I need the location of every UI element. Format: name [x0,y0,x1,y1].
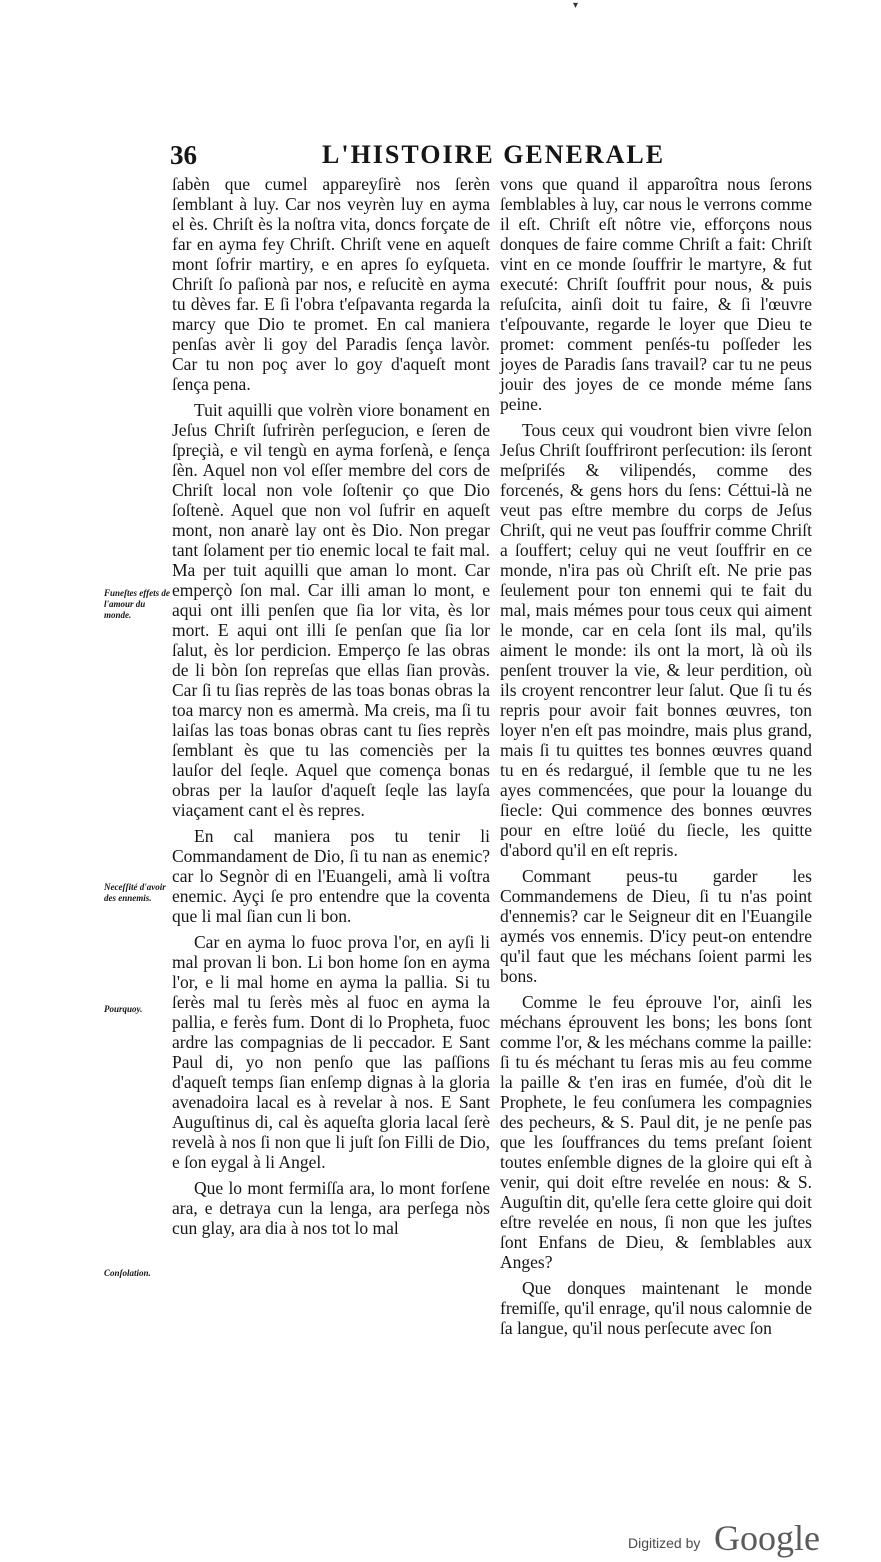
french-paragraph-5: Que donques maintenant le monde fremiſſe, qu'il enrage, qu'il nous calomnie de ſa langue, qu'il nous perſecute avec ſon [500,1278,812,1338]
margin-note-consolation: Conſolation. [104,1268,151,1278]
margin-note-pourquoy: Pourquoy. [104,1004,143,1014]
margin-note-necessite: Neceſſité d'avoir des ennemis. [104,882,166,903]
french-paragraph-2: Tous ceux qui voudront bien vivre ſelon Jeſus Chriſt ſouffriront perſecution: ils ſeront meſpriſés & vilipendés, comme des forcenés, & gens hors du ſens: Céttui-là ne veut pas eſtre membre du corps de Jeſus Chriſt, qui ne veut pas ſouffrir comme Chriſt a ſouffert; celuy qui ne veut ſouffrir en ce monde, n'ira pas où Chriſt eſt. Ne prie pas ſeulement pour ton ennemi qui te fait du mal, mais mémes pour tous ceux qui aiment le monde, car en cela ſont ils mal, qu'ils aiment le monde: ils ont la mort, là où ils penſent trouver la vie, & leur perdition, où ils croyent rencontrer leur ſalut. Que ſi tu és repris pour avoir fait bonnes œuvres, ton loyer n'en eſt pas moindre, mais plus grand, mais ſi tu quittes tes bonnes œuvres quand tu en és redargué, il ſemble que tu ne les ayes commencées, que pour la louange du ſiecle: Qui commence des bonnes œuvres pour en eſtre loüé du ſiecle, les quitte d'abord qu'il en eſt repris. [500,420,812,860]
occitan-paragraph-1: ſabèn que cumel appareyſirè nos ſerèn ſemblant à luy. Car nos veyrèn luy en ayma el ès. Chriſt ès la noſtra vita, doncs forçate de far en ayma fey Chriſt. Chriſt vene en aqueſt mont ſofrir martiry, e en apres ſo eyſqueta. Chriſt ſo paſionà par nos, e reſucitè en ayma tu dèves far. E ſi l'obra t'eſpavanta regarda la marcy que Dio te promet. En cal maniera penſas avèr li goy del Paradis ſença lavòr. Car tu non poç aver lo goy d'aqueſt mont ſença pena. [172,174,490,394]
top-mark: ▾ [573,0,579,11]
occitan-paragraph-2: Tuit aquilli que volrèn viore bonament en Jeſus Chriſt ſufrirèn perſegucion, e ſeren de ſpreçià, e vil tengù en ayma forſenà, e ſença ſèn. Aquel non vol eſſer membre del cors de Chriſt local non vole ſoſtenir ço que Dio ſoſtenè. Aquel que non vol ſufrir en aqueſt mont, non anarè lay ont ès Dio. Non pregar tant ſolament per tio enemic local te fait mal. Ma per tuit aquilli que aman lo mont. Car emperçò ſon mal. Car illi aman lo mont, e aqui ont illi penſen que ſia lor vita, ès lor mort. E aqui ont illi ſe penſan que ſia lor ſalut, ès lor perdicion. Emperço ſe las obras de li bòn ſon repreſas que ellas ſian provàs. Car ſi tu ſias reprès de las toas bonas obras la toa marcy non es amermà. Ma creis, ma ſi tu laiſas las toas bonas obras cant tu ſies reprès ſemblant ès que tu las comenciès per la lauſor del ſeqle. Aquel que comença bonas obras per la lauſor d'aqueſt ſeqle las layſa viaçament cant el ès repres. [172,400,490,820]
french-column [500,174,812,1346]
french-paragraph-4: Comme le feu éprouve l'or, ainſi les méchans éprouvent les bons; les bons ſont comme l'or, & les méchans comme la paille: ſi tu és méchant tu ſeras mis au feu comme la paille & t'en iras en fumée, d'où dit le Prophete, le feu conſumera les compagnies des pecheurs, & S. Paul dit, je ne penſe pas que les ſouffrances du tems preſant ſoient toutes enſemble dignes de la gloire qui eſt à venir, qui doit eſtre revelée en nous: & S. Auguſtin dit, qu'elle ſera cette gloire qui doit eſtre revelée en nous, ſi non que les juſtes ſont Enfans de Dieu, & ſemblables aux Anges? [500,992,812,1272]
google-logo: Google [714,1518,820,1558]
french-paragraph-1: vons que quand il apparoîtra nous ſerons ſemblables à luy, car nous le verrons comme il eſt. Chriſt eſt nôtre vie, efforçons nous donques de faire comme Chriſt a fait: Chriſt vint en ce monde ſouffrir le martyre, & fut executé: Chriſt ſouffrit pour nous, & puis reſuſcita, ainſi doit tu faire, & ſi l'œuvre t'eſpouvante, regarde le loyer que Dieu te promet: comment penſés-tu poſſeder les joyes de Paradis ſans travail? car tu ne peus jouir des joyes de ce monde méme ſans peine. [500,174,812,414]
occitan-column [172,174,490,1246]
occitan-paragraph-5: Que lo mont fermiſſa ara, lo mont forſene ara, e detraya cun la lenga, ara perſega nòs cun glay, ara dia à nos tot lo mal [172,1178,490,1238]
margin-note-funestes: Funeſtes effets de l'amour du monde. [104,588,170,620]
page-header [170,140,820,172]
french-paragraph-3: Commant peus-tu garder les Commandemens de Dieu, ſi tu n'as point d'ennemis? car le Seigneur dit en l'Euangile aymés vos ennemis. D'icy peut-on entendre qu'il faut que les méchans ſoient parmi les bons. [500,866,812,986]
digitization-watermark [628,1517,838,1562]
occitan-paragraph-4: Car en ayma lo fuoc prova l'or, en ayſi li mal provan li bon. Li bon home ſon en ayma l'or, e li mal home en ayma la pallia. Si tu ſerès mal tu ſerès mès al fuoc en ayma la pallia, e ferès fum. Dont di lo Propheta, fuoc ardre las compagnias de li peccador. E Sant Paul di, yo non penſo que las paſſions d'aqueſt temps ſian enſemp dignas à la gloria avenadoira lacal es à revelar à nos. E Sant Auguſtinus di, cal ès aqueſta gloria lacal ſerè revelà à nos ſi non que li juſt ſon Filli de Dio, e ſon eygal à li Angel. [172,932,490,1172]
running-title: L'HISTOIRE GENERALE [322,140,666,169]
page-number: 36 [170,140,197,170]
occitan-paragraph-3: En cal maniera pos tu tenir li Commandament de Dio, ſi tu nan as enemic? car lo Segnòr di en l'Euangeli, amà li voſtra enemic. Ayçi ſe pro entendre que la coventa que li mal ſian cun li bon. [172,826,490,926]
digitized-by-text: Digitized by [628,1535,701,1551]
